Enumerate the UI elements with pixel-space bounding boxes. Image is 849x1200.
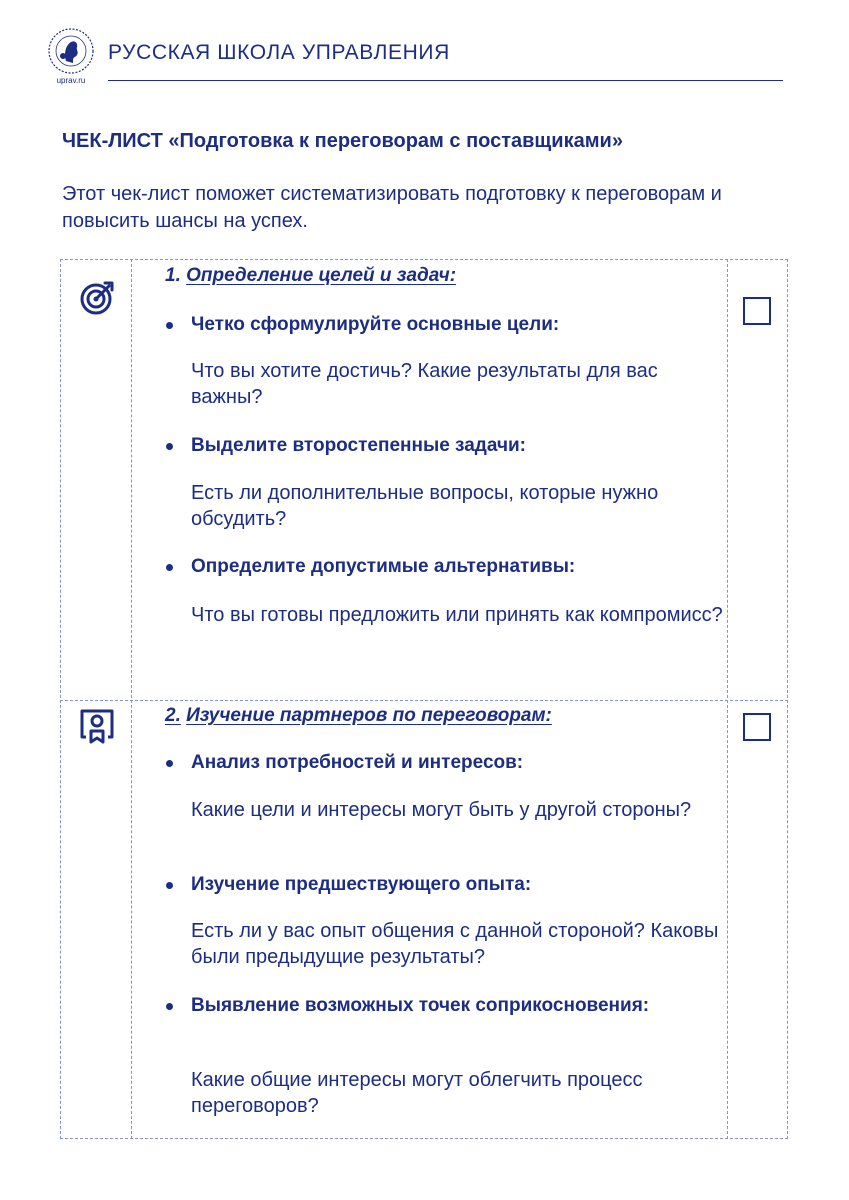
target-icon [78, 279, 116, 317]
section-1-checkbox[interactable] [743, 297, 771, 325]
row-divider [60, 700, 788, 701]
section-1-title-text: Определение целей и задач: [186, 265, 457, 286]
document-title: ЧЕК-ЛИСТ «Подготовка к переговорам с поставщиками» [62, 130, 623, 152]
section-2-item-1-heading: Анализ потребностей и интересов: [191, 751, 711, 775]
section-1-item-1-text: Что вы хотите достичь? Какие результаты для вас важны? [191, 360, 658, 408]
section-1-item-2-heading: Выделите второстепенные задачи: [191, 434, 711, 458]
section-2-item-3-heading: Выявление возможных точек соприкосновения: [191, 994, 711, 1018]
section-1-item-1-heading: Четко сформулируйте основные цели: [191, 313, 711, 337]
section-2-item-2-text: Есть ли у вас опыт общения с данной стороной? Каковы были предыдущие результаты? [191, 920, 719, 968]
section-2-title-text: Изучение партнеров по переговорам: [186, 705, 552, 726]
section-1-number: 1. [165, 265, 181, 286]
section-2-item-2-heading: Изучение предшествующего опыта: [191, 873, 711, 897]
section-1-title [165, 265, 456, 287]
column-divider-left [131, 259, 132, 1139]
section-2-item-1-text: Какие цели и интересы могут быть у другой стороны? [191, 799, 692, 821]
section-1-item-3-text: Что вы готовы предложить или принять как компромисс? [191, 604, 723, 626]
header-divider [108, 80, 783, 81]
section-1-item-2-text: Есть ли дополнительные вопросы, которые нужно обсудить? [191, 482, 659, 530]
document-intro: Этот чек-лист поможет систематизировать подготовку к переговорам и повысить шансы на успех. [62, 183, 722, 232]
section-2-title [165, 705, 552, 727]
section-1-item-3-heading: Определите допустимые альтернативы: [191, 555, 711, 579]
section-2-number: 2. [165, 705, 181, 726]
section-2-checkbox[interactable] [743, 713, 771, 741]
brand-name: РУССКАЯ ШКОЛА УПРАВЛЕНИЯ [108, 41, 450, 64]
logo-caption: uprav.ru [56, 76, 86, 85]
section-2-item-3-text: Какие общие интересы могут облегчить процесс переговоров? [191, 1069, 643, 1117]
profile-badge-icon [78, 707, 116, 745]
